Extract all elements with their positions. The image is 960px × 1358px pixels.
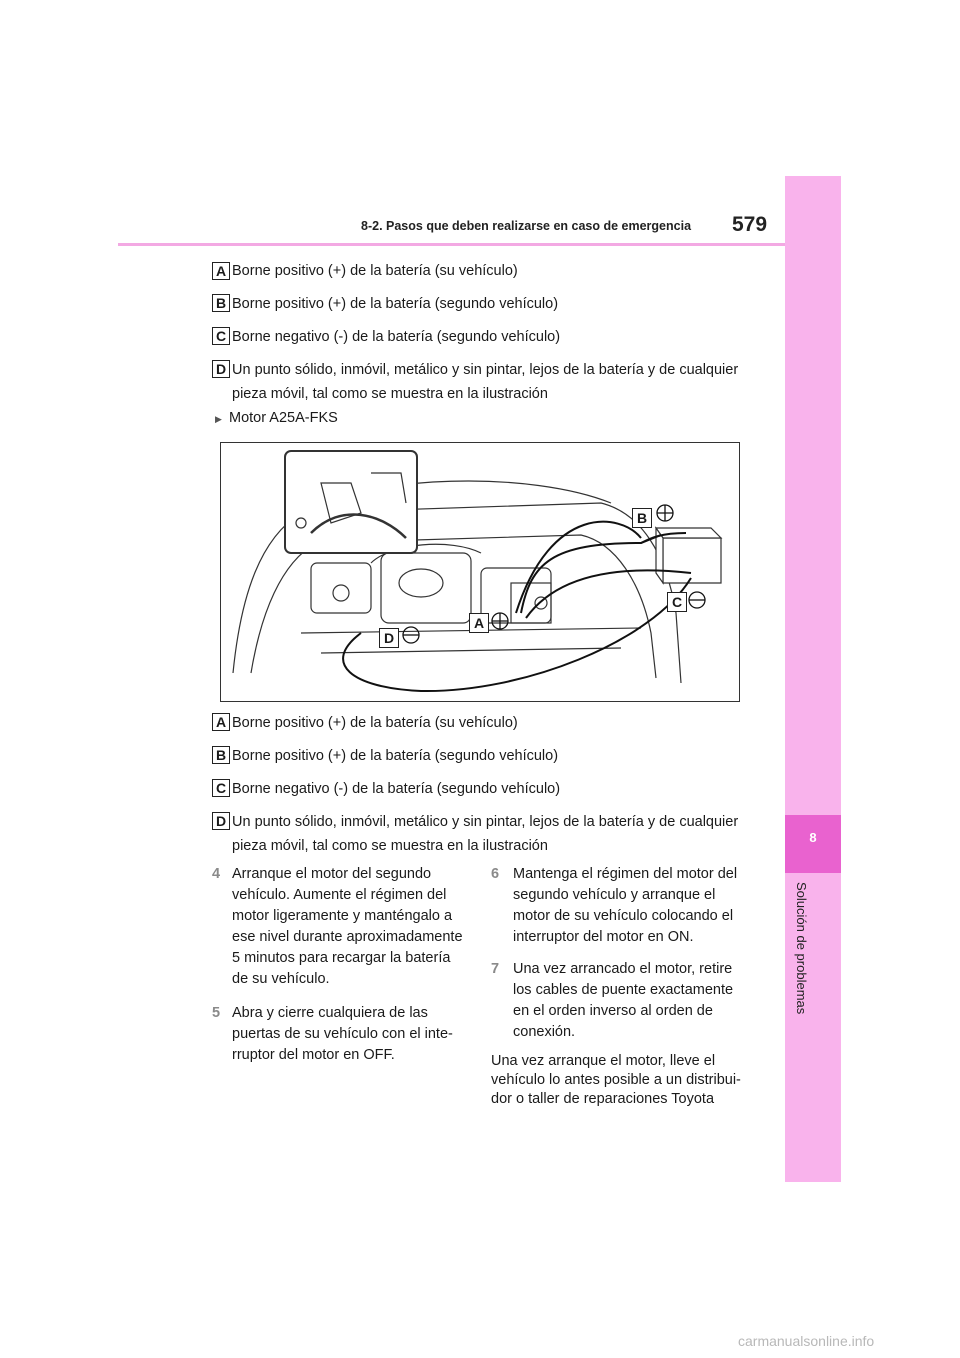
legend-item-a: Borne positivo (+) de la batería (su vehículo) [232, 715, 518, 731]
engine-heading: Motor A25A-FKS [229, 410, 338, 426]
label-c-icon: C [212, 779, 230, 797]
watermark-text: carmanualsonline.info [738, 1333, 875, 1349]
legend-item-a: Borne positivo (+) de la batería (su vehículo) [232, 263, 518, 279]
step-number: 4 [212, 866, 221, 882]
legend-item-d-continued: pieza móvil, tal como se muestra en la ilustración [232, 838, 548, 854]
legend-item-b: Borne positivo (+) de la batería (segundo vehículo) [232, 748, 559, 764]
label-b-icon: B [212, 746, 230, 764]
section-title: 8-2. Pasos que deben realizarse en caso de emergencia [361, 219, 692, 233]
figure-label-a: A [469, 613, 489, 633]
step-text: Una vez arrancado el motor, retire los cables de puente exactamente en el orden inverso al orden de conexión. [513, 961, 734, 1040]
figure-label-d: D [379, 628, 399, 648]
step-number: 5 [212, 1005, 221, 1021]
step-text: Abra y cierre cualquiera de las puertas de su vehículo con el inte- rruptor del motor en OFF. [232, 1005, 453, 1063]
header-rule [118, 243, 785, 246]
step-text: Mantenga el régimen del motor del segundo vehículo y arranque el motor de su vehículo colocando el interruptor del motor en ON. [513, 866, 738, 945]
figure-label-b: B [632, 508, 652, 528]
engine-bay-drawing [221, 443, 740, 702]
legend-item-b: Borne positivo (+) de la batería (segundo vehículo) [232, 296, 559, 312]
step-text: Arranque el motor del segundo vehículo. Aumente el régimen del motor ligeramente y manténgalo a ese nivel durante aproximadamente 5 minutos para recargar la batería de su vehículo. [232, 866, 463, 987]
figure-label-c: C [667, 592, 687, 612]
label-a-icon: A [212, 262, 230, 280]
legend-item-d-continued: pieza móvil, tal como se muestra en la ilustración [232, 386, 548, 402]
engine-bay-illustration [220, 442, 740, 702]
page-number: 579 [732, 213, 768, 236]
bullet-triangle-icon: ▶ [215, 414, 222, 424]
label-b-icon: B [212, 294, 230, 312]
step-number: 7 [491, 961, 500, 977]
legend-item-d: Un punto sólido, inmóvil, metálico y sin pintar, lejos de la batería y de cualquier [232, 814, 739, 830]
closing-paragraph: Una vez arranque el motor, lleve el vehículo lo antes posible a un distribui- dor o taller de reparaciones Toyota [491, 1053, 741, 1107]
chapter-label: Solución de problemas [794, 882, 809, 1015]
label-d-icon: D [212, 812, 230, 830]
label-d-icon: D [212, 360, 230, 378]
chapter-number: 8 [809, 830, 817, 845]
step-number: 6 [491, 866, 500, 882]
label-c-icon: C [212, 327, 230, 345]
legend-item-d: Un punto sólido, inmóvil, metálico y sin pintar, lejos de la batería y de cualquier [232, 362, 739, 378]
label-a-icon: A [212, 713, 230, 731]
legend-item-c: Borne negativo (-) de la batería (segundo vehículo) [232, 781, 561, 797]
legend-item-c: Borne negativo (-) de la batería (segundo vehículo) [232, 329, 561, 345]
